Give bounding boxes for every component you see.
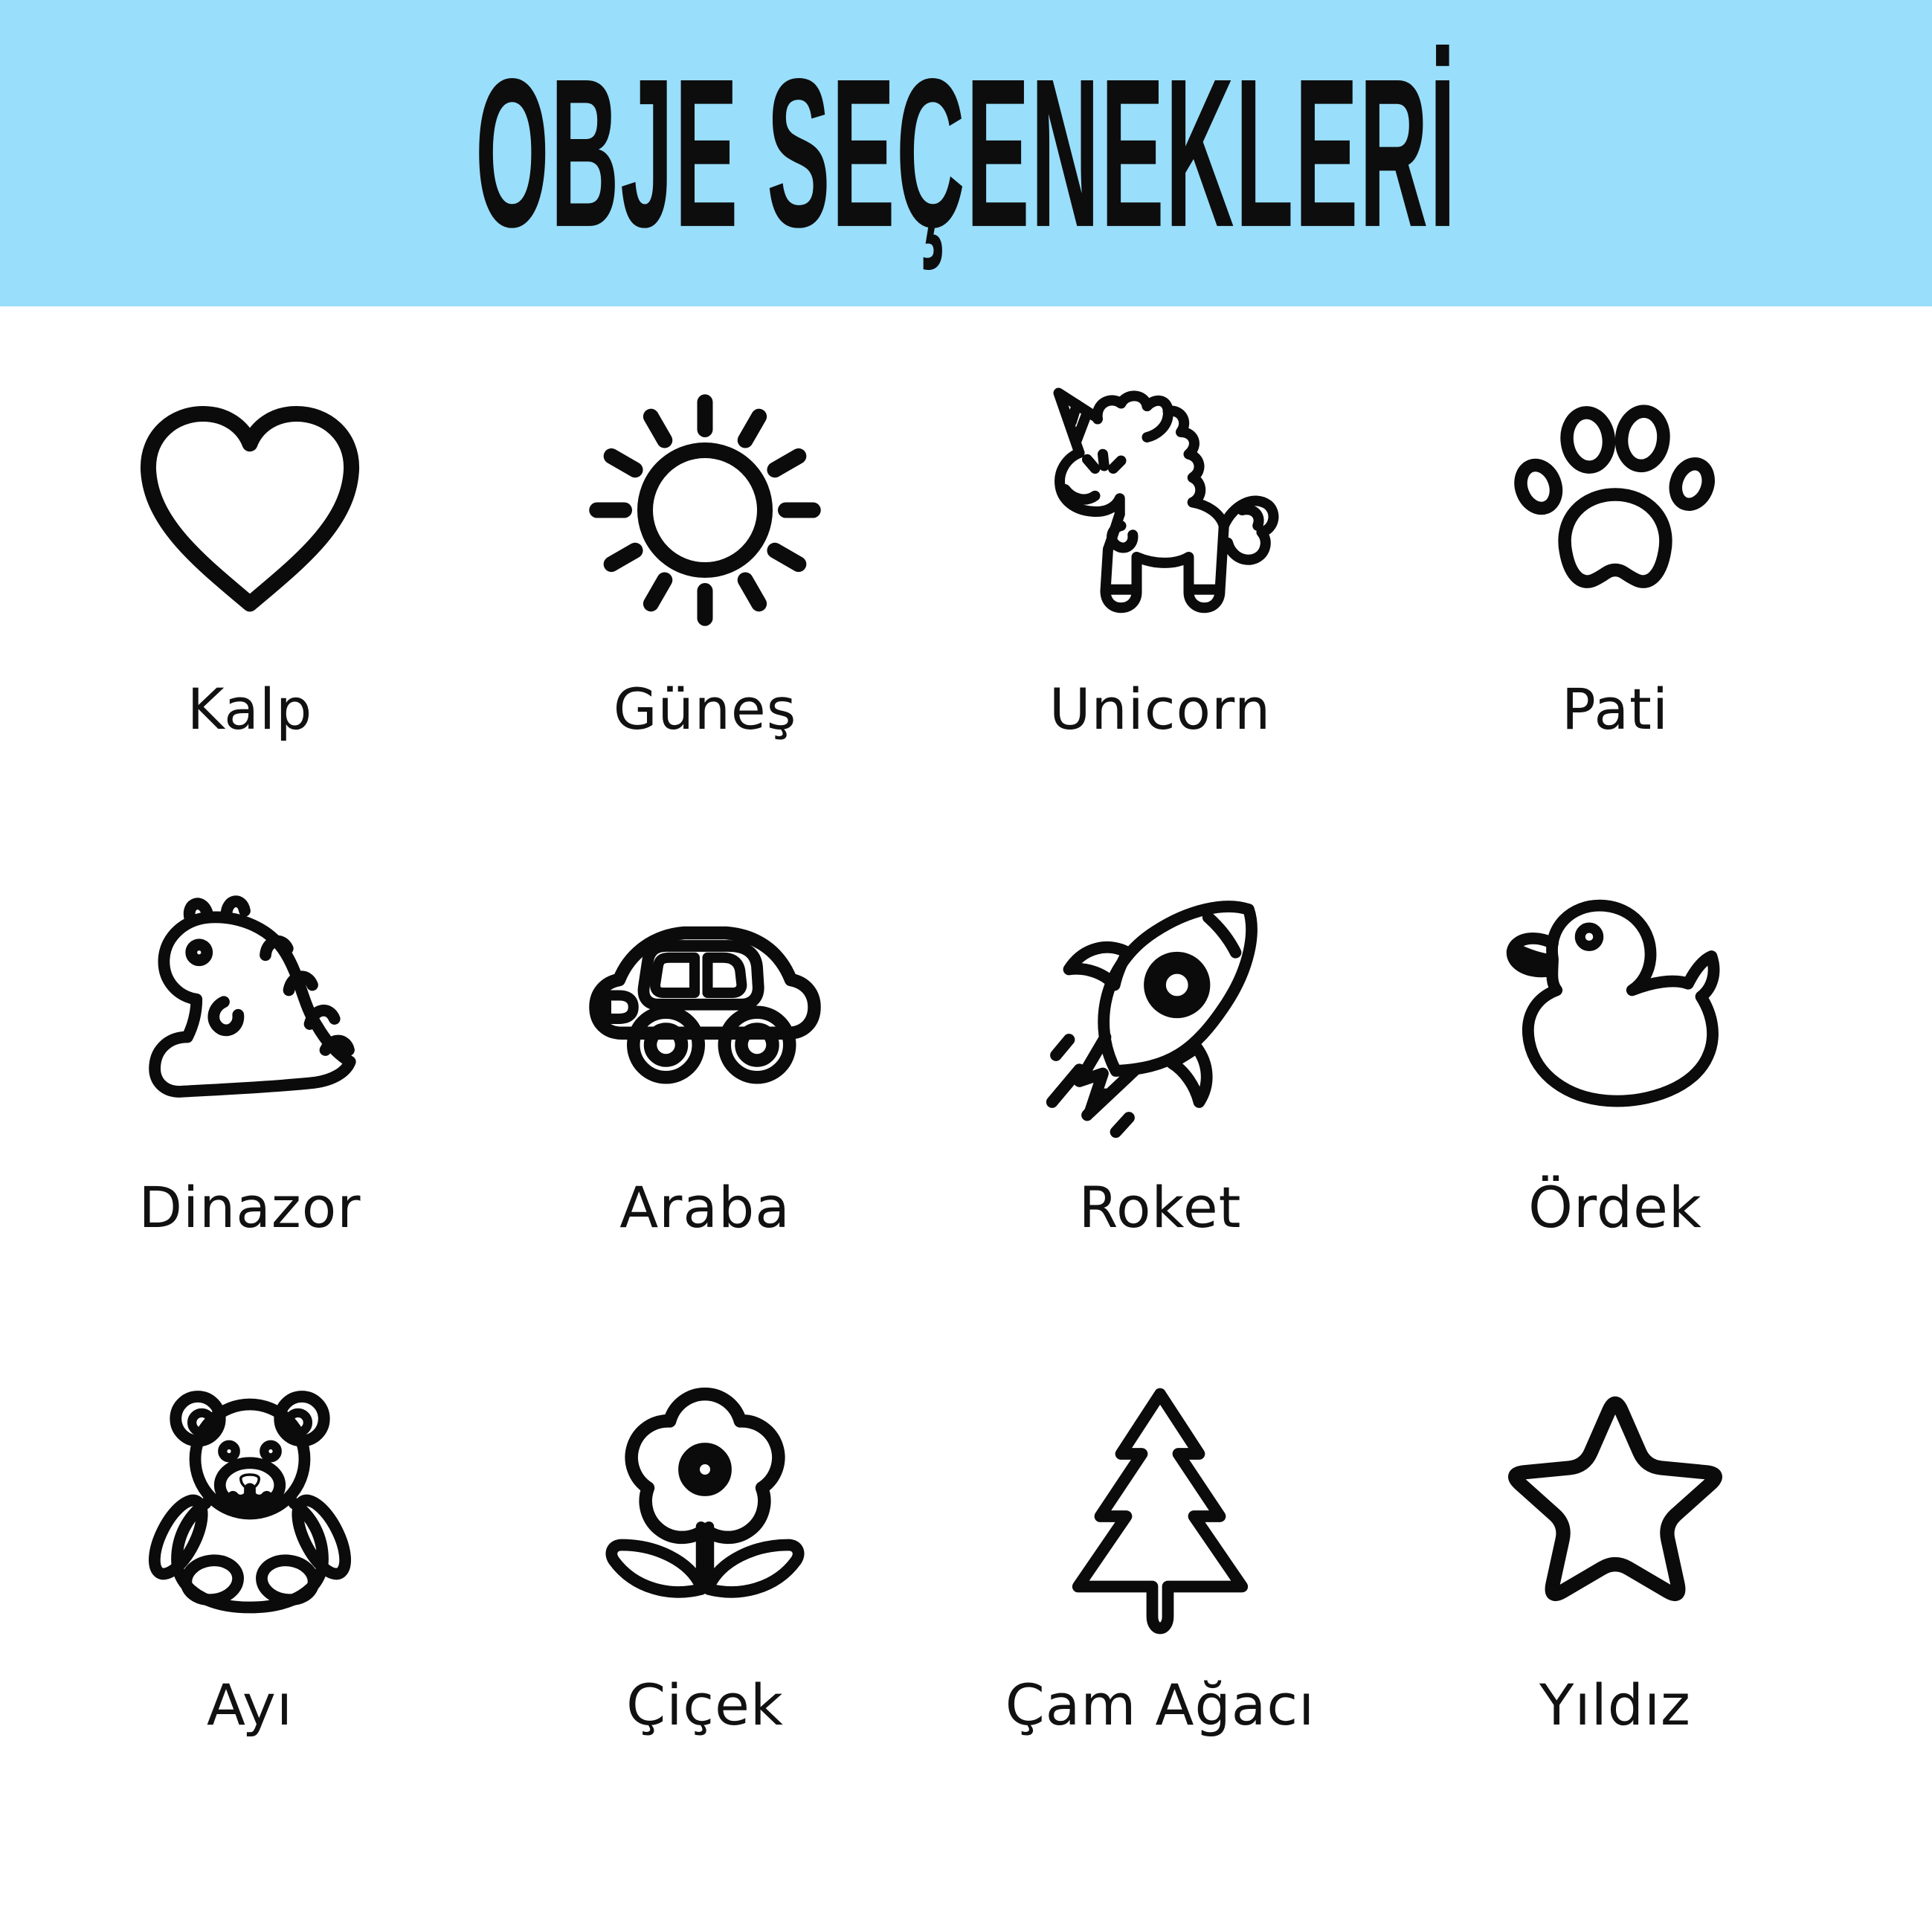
option-kalp: [22, 354, 477, 741]
option-label: Çiçek: [626, 1672, 784, 1739]
option-label: Güneş: [613, 676, 797, 742]
option-label: Kalp: [187, 676, 313, 742]
option-label: Unicorn: [1049, 676, 1272, 742]
star-icon: [1485, 1376, 1745, 1636]
paw-icon: [1485, 380, 1745, 640]
option-yildiz: [1388, 1350, 1843, 1739]
option-label: Çam Ağacı: [1005, 1672, 1316, 1739]
option-gunes: [477, 354, 933, 741]
option-araba: [477, 852, 933, 1239]
pine-tree-icon: [1030, 1376, 1290, 1636]
option-label: Araba: [619, 1173, 790, 1240]
option-roket: [933, 852, 1388, 1239]
duck-icon: [1485, 878, 1745, 1139]
rocket-icon: [1030, 878, 1290, 1139]
header-banner: [0, 0, 1932, 306]
unicorn-icon: [1030, 380, 1290, 640]
option-unicorn: [933, 354, 1388, 741]
option-ordek: [1388, 852, 1843, 1239]
option-label: Yıldız: [1539, 1672, 1691, 1739]
page-title: OBJE SEÇENEKLERİ: [474, 33, 1458, 271]
options-grid: [0, 306, 1932, 1739]
heart-icon: [120, 380, 380, 640]
dinosaur-icon: [120, 878, 380, 1139]
option-label: Ördek: [1528, 1173, 1702, 1240]
option-label: Ayı: [207, 1672, 293, 1739]
option-cam-agaci: [933, 1350, 1388, 1739]
car-icon: [575, 878, 835, 1139]
sun-icon: [575, 380, 835, 640]
option-ayi: [22, 1350, 477, 1739]
option-label: Roket: [1078, 1173, 1242, 1240]
option-dinazor: [22, 852, 477, 1239]
option-label: Dinazor: [138, 1173, 361, 1240]
flower-icon: [575, 1376, 835, 1636]
option-cicek: [477, 1350, 933, 1739]
option-pati: [1388, 354, 1843, 741]
option-label: Pati: [1562, 676, 1669, 742]
teddy-bear-icon: [120, 1376, 380, 1636]
